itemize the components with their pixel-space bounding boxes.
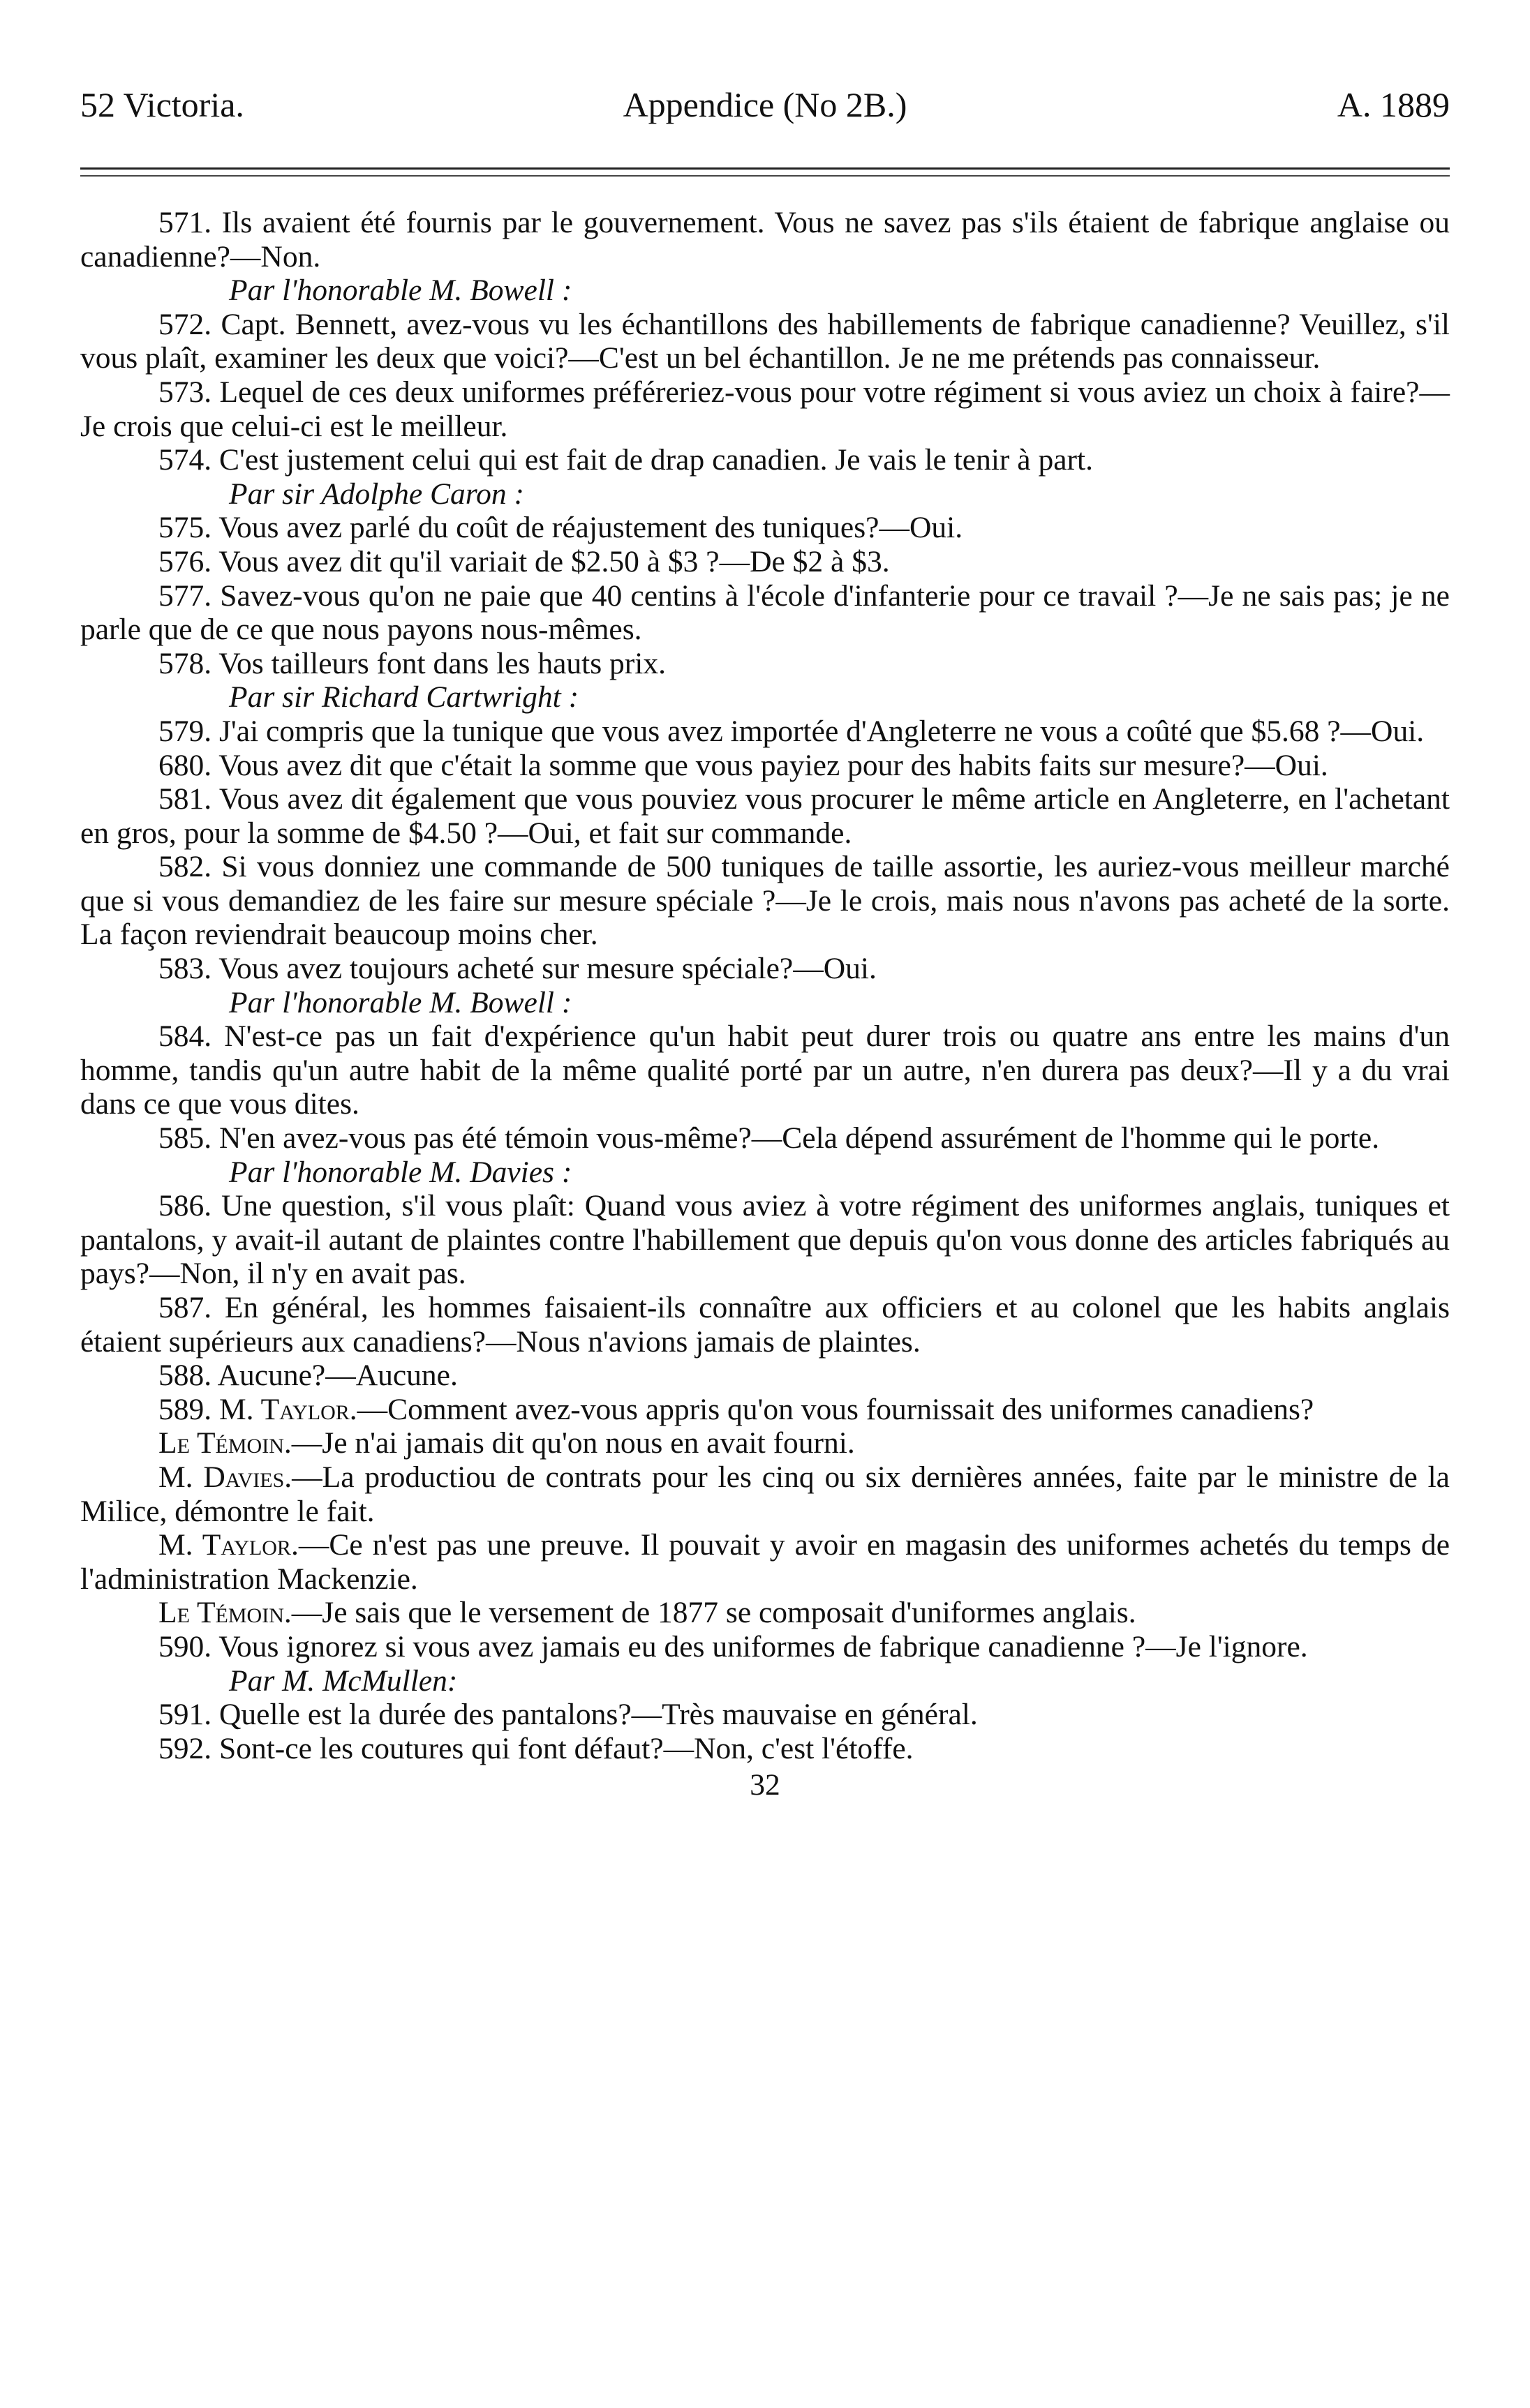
- testimony-body: [80, 206, 1450, 1765]
- question-number: 585.: [158, 1121, 212, 1156]
- entry-text: Ils avaient été fournis par le gouvernement. Vous ne savez pas s'ils étaient de fabrique anglaise ou canadienne?—Non.: [80, 206, 1450, 274]
- document-page: [80, 77, 1450, 1802]
- testimony-exchange: [80, 1596, 1450, 1630]
- question-number: 571.: [158, 206, 212, 239]
- question-entry: [80, 1630, 1450, 1664]
- entry-text: Capt. Bennett, avez-vous vu les échantillons des habillements de fabrique canadienne? Veuillez, s'il vous plaît, examiner les deux que voici?—C'est un bel échantillon. Je ne me prétends pas connaisseur.: [80, 307, 1450, 375]
- speaker-heading: Par l'honorable M. Bowell :: [229, 985, 572, 1019]
- question-number: 583.: [158, 952, 212, 986]
- question-number: 572.: [158, 307, 212, 341]
- question-number: 577.: [158, 578, 212, 613]
- question-entry: [80, 1189, 1450, 1291]
- testimony-exchange: [80, 1426, 1450, 1460]
- question-entry: [80, 206, 1450, 274]
- testimony-exchange: [80, 1393, 1450, 1427]
- entry-text: —Comment avez-vous appris qu'on vous fournissait des uniformes canadiens?: [357, 1392, 1314, 1426]
- header-rule-secondary: [80, 175, 1450, 177]
- question-number: 680.: [158, 748, 212, 782]
- question-number: 579.: [158, 714, 212, 748]
- speaker-heading: Par l'honorable M. Bowell :: [229, 274, 572, 308]
- entry-text: —Je n'ai jamais dit qu'on nous en avait fourni.: [291, 1426, 855, 1460]
- entry-text: Vous avez parlé du coût de réajustement des tuniques?—Oui.: [218, 511, 963, 545]
- speaker-heading: Par sir Adolphe Caron :: [229, 477, 524, 511]
- entry-text: En général, les hommes faisaient-ils connaître aux officiers et au colonel que les habits anglais étaient supérieurs aux canadiens?—Nous n'avions jamais de plaintes.: [80, 1291, 1450, 1359]
- question-entry: [80, 782, 1450, 850]
- entry-text: Vous avez toujours acheté sur mesure spéciale?—Oui.: [218, 952, 877, 986]
- question-entry: [80, 952, 1450, 986]
- entry-text: —La productiou de contrats pour les cinq ou six dernières années, faite par le ministre de la Milice, démontre le fait.: [80, 1460, 1450, 1528]
- question-entry: [80, 579, 1450, 647]
- entry-text: Vous avez dit également que vous pouviez vous procurer le même article en Angleterre, en l'achetant en gros, pour la somme de $4.50 ?—Oui, et fait sur commande.: [80, 782, 1450, 850]
- question-entry: [80, 647, 1450, 681]
- question-entry: [80, 1698, 1450, 1732]
- question-number: 586.: [158, 1189, 212, 1223]
- entry-text: Vous avez dit que c'était la somme que vous payiez pour des habits faits sur mesure?—Oui.: [218, 748, 1328, 782]
- question-entry: [80, 1732, 1450, 1766]
- entry-text: Sont-ce les coutures qui font défaut?—Non, c'est l'étoffe.: [219, 1731, 914, 1765]
- page-header: [80, 77, 1450, 140]
- question-number: 591.: [158, 1698, 212, 1732]
- header-session: 52 Victoria.: [80, 85, 244, 124]
- speaker-heading: Par sir Richard Cartwright :: [229, 680, 579, 715]
- speaker-name: M. Taylor.: [219, 1392, 357, 1426]
- question-number: 574.: [158, 443, 212, 477]
- entry-text: Quelle est la durée des pantalons?—Très mauvaise en général.: [219, 1698, 978, 1732]
- question-number: 573.: [158, 375, 212, 409]
- entry-text: —Je sais que le versement de 1877 se composait d'uniformes anglais.: [291, 1596, 1136, 1630]
- entry-text: Savez-vous qu'on ne paie que 40 centins à l'école d'infanterie pour ce travail ?—Je ne sais pas; je ne parle que de ce que nous payons nous-mêmes.: [80, 578, 1450, 647]
- question-entry: [80, 545, 1450, 579]
- entry-text: Lequel de ces deux uniformes préféreriez-vous pour votre régiment si vous aviez un choix à faire?—Je crois que celui-ci est le meilleur.: [80, 375, 1450, 443]
- testimony-exchange: [80, 1460, 1450, 1528]
- question-number: 575.: [158, 511, 212, 545]
- question-number: 587.: [158, 1291, 212, 1324]
- entry-text: Une question, s'il vous plaît: Quand vous aviez à votre régiment des uniformes anglais, tuniques et pantalons, y avait-il autant de plaintes contre l'habillement que depuis qu'on vous donne des articles fabriqués au pays?—Non, il n'y en avait pas.: [80, 1189, 1450, 1291]
- speaker-name: M. Davies.: [158, 1460, 292, 1494]
- entry-text: C'est justement celui qui est fait de drap canadien. Je vais le tenir à part.: [219, 443, 1093, 477]
- question-entry: [80, 1019, 1450, 1121]
- question-number: 578.: [158, 646, 212, 680]
- question-entry: [80, 1359, 1450, 1393]
- question-entry: [80, 375, 1450, 443]
- question-number: 590.: [158, 1629, 212, 1663]
- speaker-heading: Par l'honorable M. Davies :: [229, 1155, 572, 1189]
- question-entry: [80, 850, 1450, 952]
- question-entry: [80, 443, 1450, 477]
- entry-text: —Ce n'est pas une preuve. Il pouvait y avoir en magasin des uniformes achetés du temps de l'administration Mackenzie.: [80, 1528, 1450, 1596]
- entry-text: Aucune?—Aucune.: [217, 1359, 458, 1393]
- question-number: 581.: [158, 782, 212, 816]
- question-entry: [80, 715, 1450, 749]
- entry-text: Si vous donniez une commande de 500 tuniques de taille assortie, les auriez-vous meilleur marché que si vous demandiez de les faire sur mesure spéciale ?—Je le crois, mais nous n'avons pas acheté de la sorte. La façon reviendrait beaucoup moins cher.: [80, 850, 1450, 952]
- speaker-name: Le Témoin.: [158, 1596, 292, 1630]
- speaker-heading: Par M. McMullen:: [229, 1663, 458, 1698]
- question-entry: [80, 749, 1450, 783]
- question-number: 588.: [158, 1359, 212, 1393]
- question-entry: [80, 308, 1450, 375]
- question-entry: [80, 511, 1450, 545]
- entry-text: Vous ignorez si vous avez jamais eu des uniformes de fabrique canadienne ?—Je l'ignore.: [218, 1629, 1308, 1663]
- question-number: 576.: [158, 544, 212, 578]
- question-number: 592.: [158, 1731, 212, 1765]
- entry-text: Vous avez dit qu'il variait de $2.50 à $3 ?—De $2 à $3.: [218, 544, 890, 578]
- header-appendix: Appendice (No 2B.): [623, 85, 907, 124]
- question-number: 582.: [158, 850, 212, 884]
- question-number: 584.: [158, 1019, 212, 1054]
- question-entry: [80, 1121, 1450, 1156]
- speaker-name: M. Taylor.: [158, 1528, 299, 1562]
- speaker-name: Le Témoin.: [158, 1426, 292, 1460]
- page-footer: [80, 1768, 1450, 1802]
- entry-text: N'en avez-vous pas été témoin vous-même?—Cela dépend assurément de l'homme qui le porte.: [219, 1121, 1380, 1156]
- header-year: A. 1889: [1337, 85, 1450, 124]
- testimony-exchange: [80, 1528, 1450, 1596]
- entry-text: J'ai compris que la tunique que vous avez importée d'Angleterre ne vous a coûté que $5.68 ?—Oui.: [219, 714, 1425, 748]
- entry-text: N'est-ce pas un fait d'expérience qu'un habit peut durer trois ou quatre ans entre les mains d'un homme, tandis qu'un autre habit de la même qualité porté par un autre, n'en durera pas deux?—Il y a du vrai dans ce que vous dites.: [80, 1019, 1450, 1121]
- page-number: 32: [750, 1768, 780, 1802]
- header-rule: [80, 167, 1450, 170]
- question-number: 589.: [158, 1392, 212, 1426]
- question-entry: [80, 1291, 1450, 1359]
- entry-text: Vos tailleurs font dans les hauts prix.: [218, 646, 666, 680]
